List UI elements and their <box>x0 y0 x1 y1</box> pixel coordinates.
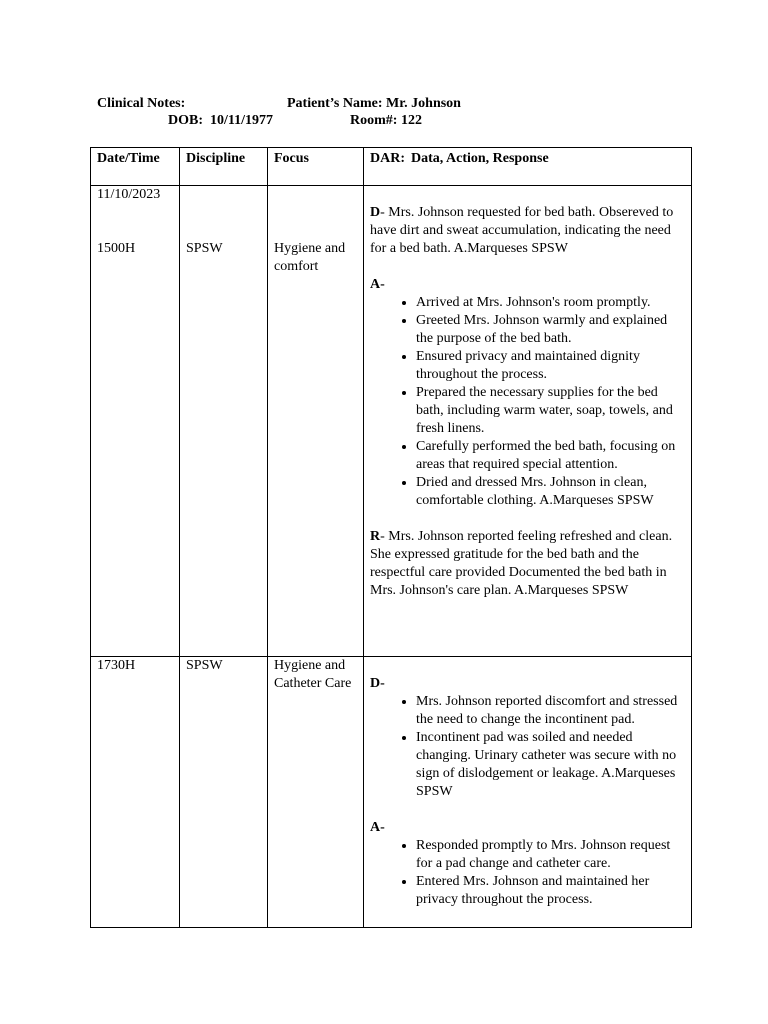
response-text: - Mrs. Johnson reported feeling refreshed and clean. She expressed gratitude for the bed bath and the respectful care provided Documented the bed bath in Mrs. Johnson's care plan. A.Marqueses SPSW <box>370 529 673 598</box>
clinical-notes-label: Clinical Notes: <box>97 96 186 111</box>
dob-label: DOB: <box>168 113 203 128</box>
action-label: A- <box>370 277 385 292</box>
entry-focus: Hygiene and Catheter Care <box>274 658 352 691</box>
room-line <box>350 112 422 129</box>
list-item: • Carefully performed the bed bath, focusing on areas that required special attention. <box>416 438 685 474</box>
discipline-cell <box>180 186 268 657</box>
patient-name-label: Patient’s Name: <box>287 96 383 111</box>
list-item: • Entered Mrs. Johnson and maintained her privacy throughout the process. <box>416 873 685 909</box>
entry-time: 1500H <box>97 241 136 256</box>
table-row <box>91 657 692 928</box>
patient-name-line <box>287 95 461 112</box>
response-label: R <box>370 529 381 544</box>
patient-name-value: Mr. Johnson <box>386 96 461 111</box>
list-item: • Arrived at Mrs. Johnson's room promptly. <box>416 294 685 312</box>
data-text: - Mrs. Johnson requested for bed bath. Obsereved to have dirt and sweat accumulation, indicating the need for a bed bath. A.Marqueses SPSW <box>370 205 674 256</box>
entry-date: 11/10/2023 <box>97 187 161 202</box>
clinical-notes-table <box>90 147 692 928</box>
col-header-datetime: Date/Time <box>91 148 180 186</box>
action-list <box>370 837 685 909</box>
table-row <box>91 186 692 657</box>
entry-discipline: SPSW <box>186 241 223 256</box>
dob-value: 10/11/1977 <box>210 113 274 128</box>
data-label: D- <box>370 676 385 691</box>
list-item: • Greeted Mrs. Johnson warmly and explained the purpose of the bed bath. <box>416 312 685 348</box>
col-header-focus: Focus <box>268 148 364 186</box>
dar-description: Data, Action, Response <box>411 151 549 166</box>
list-item: • Ensured privacy and maintained dignity throughout the process. <box>416 348 685 384</box>
dar-label: DAR: <box>370 151 405 166</box>
entry-focus: Hygiene and comfort <box>274 241 346 274</box>
list-item: • Incontinent pad was soiled and needed changing. Urinary catheter was secure with no sign of dislodgement or leakage. A.Marqueses SPSW <box>416 729 685 801</box>
list-item: • Mrs. Johnson reported discomfort and stressed the need to change the incontinent pad. <box>416 693 685 729</box>
list-item: • Responded promptly to Mrs. Johnson request for a pad change and catheter care. <box>416 837 685 873</box>
focus-cell <box>268 186 364 657</box>
data-label: D <box>370 205 381 220</box>
room-value: 122 <box>400 113 422 128</box>
response-note <box>370 528 685 600</box>
table-header-row <box>91 148 692 186</box>
list-item: • Dried and dressed Mrs. Johnson in clean, comfortable clothing. A.Marqueses SPSW <box>416 474 685 510</box>
col-header-discipline: Discipline <box>180 148 268 186</box>
room-label: Room#: <box>350 113 398 128</box>
datetime-cell <box>91 657 180 928</box>
discipline-cell <box>180 657 268 928</box>
action-label: A- <box>370 820 385 835</box>
datetime-cell <box>91 186 180 657</box>
data-note <box>370 204 685 258</box>
col-header-dar <box>364 148 692 186</box>
dob-line <box>168 112 273 129</box>
list-item: • Prepared the necessary supplies for the bed bath, including warm water, soap, towels, and fresh linens. <box>416 384 685 438</box>
entry-time: 1730H <box>97 658 136 673</box>
entry-discipline: SPSW <box>186 658 223 673</box>
dar-cell <box>364 186 692 657</box>
action-list <box>370 294 685 510</box>
dar-cell <box>364 657 692 928</box>
data-list <box>370 693 685 801</box>
focus-cell <box>268 657 364 928</box>
